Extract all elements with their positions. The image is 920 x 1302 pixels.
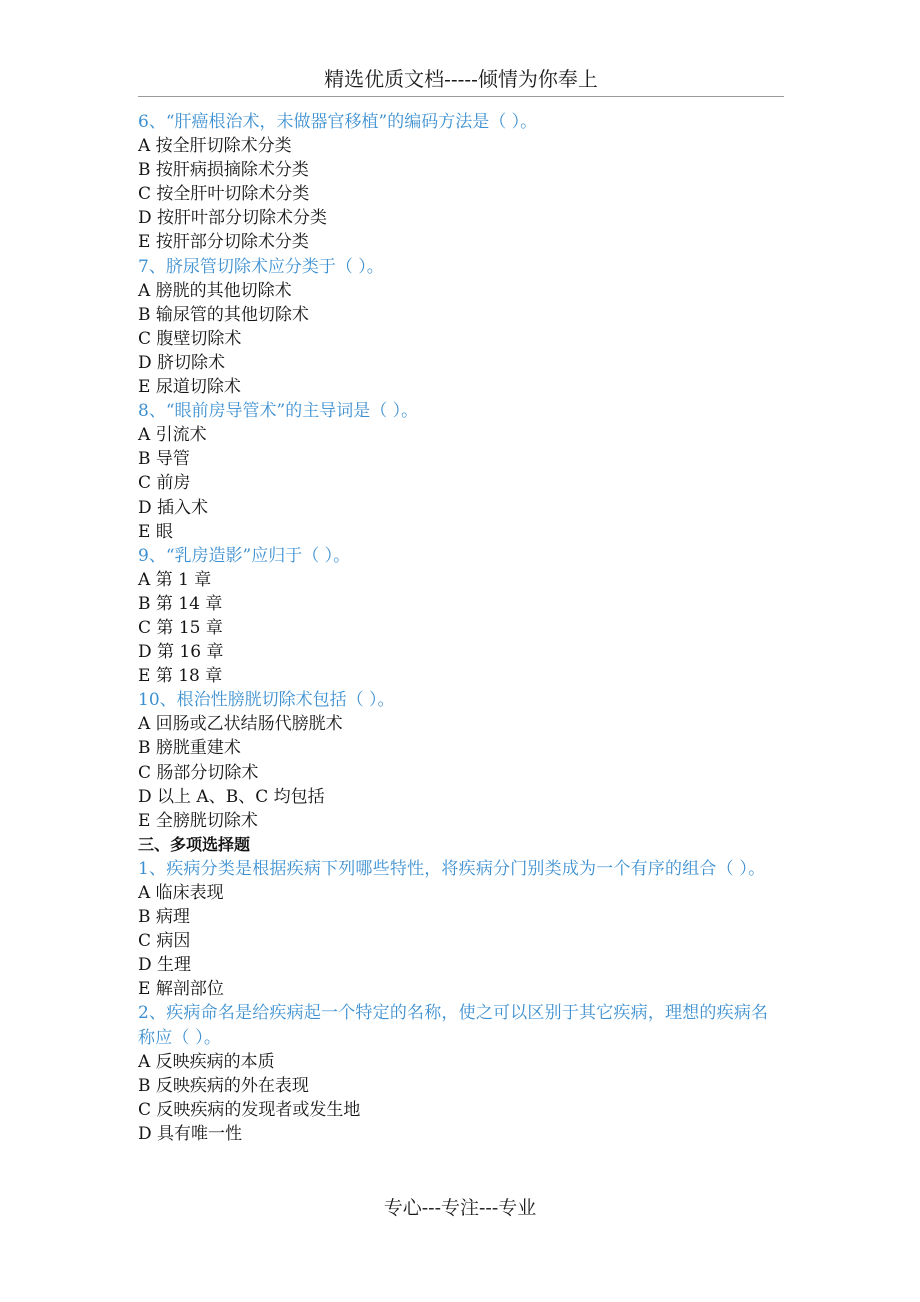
question-7: 7、脐尿管切除术应分类于（ ）。: [138, 256, 384, 277]
question-8-option-e: E 眼: [138, 521, 173, 542]
question-6-option-c: C 按全肝叶切除术分类: [138, 184, 310, 205]
question-7-option-d: D 脐切除术: [138, 352, 226, 373]
question-8-option-d: D 插入术: [138, 497, 209, 518]
question-10-option-e: E 全膀胱切除术: [138, 810, 258, 831]
question-6-option-b: B 按肝病损摘除术分类: [138, 160, 309, 181]
question-6-option-a: A 按全肝切除术分类: [138, 136, 292, 157]
question-7-option-c: C 腹壁切除术: [138, 328, 242, 349]
question-9-option-b: B 第 14 章: [138, 593, 223, 614]
question-10-option-a: A 回肠或乙状结肠代膀胱术: [138, 714, 343, 735]
question-10-option-c: C 肠部分切除术: [138, 762, 259, 783]
question-7-option-a: A 膀胱的其他切除术: [138, 280, 292, 301]
question-6: 6、“肝癌根治术，未做器官移植”的编码方法是（ ）。: [138, 112, 538, 132]
question-9-option-c: C 第 15 章: [138, 617, 223, 638]
question-8: 8、“眼前房导管术”的主导词是（ ）。: [138, 401, 419, 422]
multi-question-2-option-a: A 反映疾病的本质: [138, 1051, 275, 1072]
multi-question-1-option-d: D 生理: [138, 955, 192, 976]
multi-question-1-option-b: B 病理: [138, 907, 190, 928]
multi-question-1-option-a: A 临床表现: [138, 883, 224, 903]
multi-question-2-option-d: D 具有唯一性: [138, 1123, 243, 1144]
multi-question-1: 1、疾病分类是根据疾病下列哪些特性，将疾病分门别类成为一个有序的组合（ ）。: [138, 858, 766, 879]
question-8-option-c: C 前房: [138, 473, 191, 494]
document-body: [138, 110, 784, 1146]
footer-text: 专心---专注---专业: [383, 1197, 537, 1219]
question-8-option-b: B 导管: [138, 449, 190, 470]
page-header: [138, 64, 784, 97]
multi-question-1-option-c: C 病因: [138, 931, 191, 952]
question-10-option-b: B 膀胱重建术: [138, 738, 241, 759]
section-heading-multiple-choice: 三、多项选择题: [138, 834, 251, 854]
question-8-option-a: A 引流术: [138, 425, 207, 446]
page-footer: [0, 1193, 920, 1223]
multi-question-2-option-b: B 反映疾病的外在表现: [138, 1075, 309, 1096]
multi-question-2-option-c: C 反映疾病的发现者或发生地: [138, 1099, 361, 1120]
question-7-option-b: B 输尿管的其他切除术: [138, 304, 309, 325]
multi-question-2: 2、疾病命名是给疾病起一个特定的名称，使之可以区别于其它疾病，理想的疾病名称应（ ）。: [138, 1003, 769, 1048]
question-9-option-d: D 第 16 章: [138, 642, 224, 663]
question-10-option-d: D 以上 A、B、C 均包括: [138, 786, 325, 807]
header-title: 精选优质文档-----倾情为你奉上: [324, 67, 598, 91]
multi-question-1-option-e: E 解剖部位: [138, 979, 224, 1000]
question-9-option-e: E 第 18 章: [138, 666, 223, 687]
question-7-option-e: E 尿道切除术: [138, 377, 241, 398]
question-10: 10、根治性膀胱切除术包括（ ）。: [138, 690, 395, 711]
question-6-option-e: E 按肝部分切除术分类: [138, 232, 309, 253]
question-6-option-d: D 按肝叶部分切除术分类: [138, 208, 328, 229]
question-9: 9、“乳房造影”应归于（ ）。: [138, 545, 351, 566]
question-9-option-a: A 第 1 章: [138, 569, 212, 590]
